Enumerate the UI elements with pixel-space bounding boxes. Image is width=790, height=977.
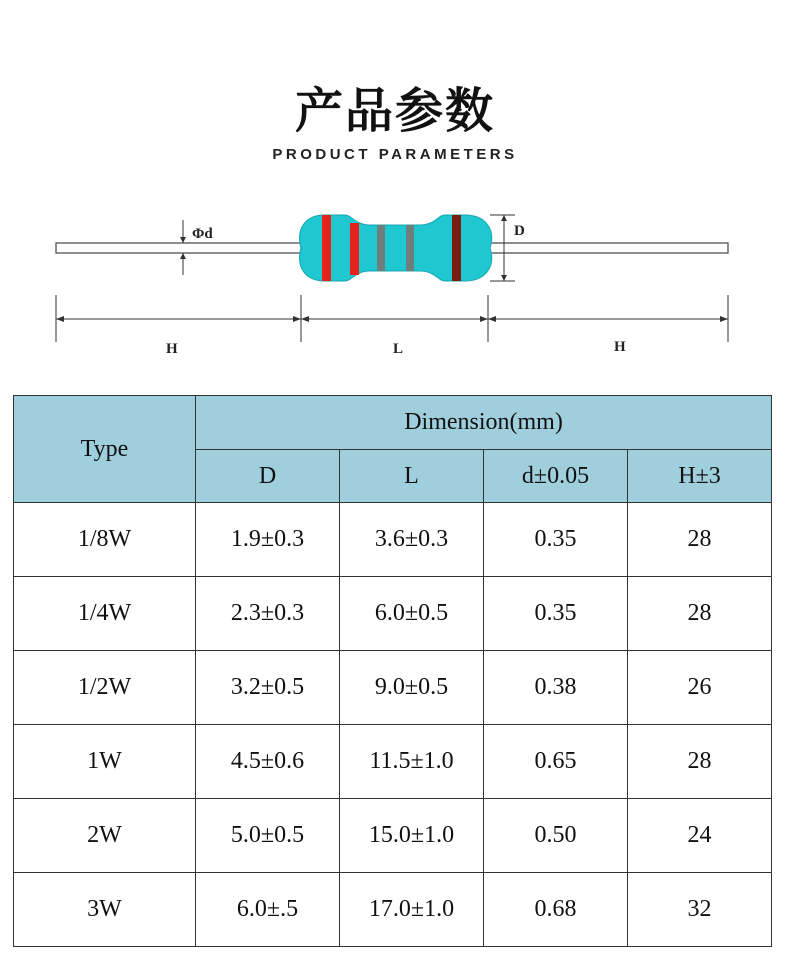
label-L: L <box>393 341 404 357</box>
D-arrow-bottom <box>501 275 507 281</box>
table-row <box>14 503 772 577</box>
cell-H: 28 <box>628 503 772 577</box>
page-subtitle: PRODUCT PARAMETERS <box>272 146 518 163</box>
cell-d: 0.35 <box>484 503 628 577</box>
cell-d: 0.38 <box>484 651 628 725</box>
cell-D: 1.9±0.3 <box>196 503 340 577</box>
table-row <box>14 799 772 873</box>
resistor-dimension-diagram <box>0 195 790 365</box>
col-header-D: D <box>196 450 340 503</box>
band-red-2 <box>350 223 359 275</box>
cell-H: 26 <box>628 651 772 725</box>
H-left-arrow-start <box>56 316 64 322</box>
lead-right <box>486 243 728 253</box>
H-right-arrow-end <box>720 316 728 322</box>
table-row <box>14 873 772 947</box>
cell-d: 0.35 <box>484 577 628 651</box>
cell-d: 0.50 <box>484 799 628 873</box>
band-gray-2 <box>406 225 414 271</box>
d-arrow-bottom <box>180 253 186 259</box>
cell-type: 1/4W <box>14 577 196 651</box>
cell-type: 1/8W <box>14 503 196 577</box>
col-header-d: d±0.05 <box>484 450 628 503</box>
col-header-L: L <box>340 450 484 503</box>
cell-H: 28 <box>628 725 772 799</box>
cell-D: 6.0±.5 <box>196 873 340 947</box>
table-row <box>14 577 772 651</box>
cell-L: 15.0±1.0 <box>340 799 484 873</box>
dimension-header: Dimension(mm) <box>196 396 772 450</box>
cell-d: 0.68 <box>484 873 628 947</box>
cell-d: 0.65 <box>484 725 628 799</box>
parameters-table <box>13 395 772 947</box>
col-header-H: H±3 <box>628 450 772 503</box>
cell-H: 28 <box>628 577 772 651</box>
band-gray-1 <box>377 225 385 271</box>
H-right-arrow-start <box>488 316 496 322</box>
cell-D: 5.0±0.5 <box>196 799 340 873</box>
band-red-1 <box>322 215 331 281</box>
type-header: Type <box>14 396 196 503</box>
H-left-arrow-end <box>293 316 301 322</box>
cell-D: 2.3±0.3 <box>196 577 340 651</box>
band-brown <box>452 215 461 281</box>
d-arrow-top <box>180 237 186 243</box>
cell-H: 32 <box>628 873 772 947</box>
table-row <box>14 651 772 725</box>
cell-D: 3.2±0.5 <box>196 651 340 725</box>
cell-type: 1W <box>14 725 196 799</box>
cell-D: 4.5±0.6 <box>196 725 340 799</box>
label-D: D <box>514 223 525 239</box>
label-H-right: H <box>614 339 626 355</box>
D-arrow-top <box>501 215 507 221</box>
cell-type: 1/2W <box>14 651 196 725</box>
table-row <box>14 725 772 799</box>
cell-type: 2W <box>14 799 196 873</box>
L-arrow-start <box>301 316 309 322</box>
cell-L: 6.0±0.5 <box>340 577 484 651</box>
cell-L: 17.0±1.0 <box>340 873 484 947</box>
label-phi-d: Φd <box>192 226 213 242</box>
cell-type: 3W <box>14 873 196 947</box>
cell-L: 9.0±0.5 <box>340 651 484 725</box>
page-title: 产品参数 <box>294 83 495 139</box>
lead-left <box>56 243 301 253</box>
cell-L: 11.5±1.0 <box>340 725 484 799</box>
cell-H: 24 <box>628 799 772 873</box>
cell-L: 3.6±0.3 <box>340 503 484 577</box>
label-H-left: H <box>166 341 178 357</box>
L-arrow-end <box>480 316 488 322</box>
